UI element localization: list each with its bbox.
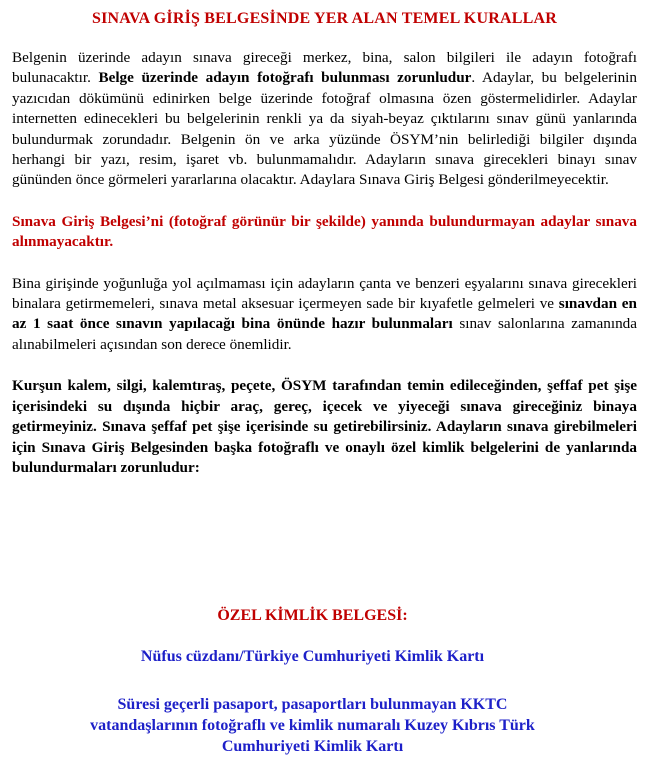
p1-text-c: . Adaylar, bu belgelerinin yazıcıdan dökümünü edinirken belge üzerinde fotoğraf olmasına özen göstermelidirler. Adaylar internetten edinecekleri bu belgelerinin renkli ya da siyah-beyaz çıktılarını sınav günü yanlarında bulundurmak zorundadır. Belgenin ön ve arka yüzünde ÖSYM’nin belirlediği bilgiler dışında herhangi bir yazı, resim, işaret vb. bulunmamalıdır. Adayların sınava girecekleri binayı sınav gününden önce görmeleri yararlarına olacaktır. Adaylara Sınava Giriş Belgesi gönderilmeyecektir. — [12, 69, 637, 189]
p3-text-a: Bina girişinde yoğunluğa yol açılmaması için adayların çanta ve benzeri eşyalarını sınava girecekleri binalara getirmemeleri, sınava metal aksesuar içermeyen sade bir kıyafetle gelmeleri ve — [12, 274, 637, 313]
p3-bold-arrival-time: sınavdan en az 1 saat önce sınavın yapılacağı bina önünde hazır bulunmaları — [12, 295, 637, 333]
paragraph-warning-entry-document: Sınava Giriş Belgesi’ni (fotoğraf görünür bir şekilde) yanında bulundurmayan adaylar sınava alınmayacaktır. — [12, 212, 637, 251]
p1-text-a: Belgenin üzerinde adayın sınava gireceği merkez, bina, salon bilgileri ile adayın fotoğrafı bulunacaktır. — [12, 49, 637, 87]
id-item-passport-kktc — [0, 694, 625, 757]
id-item-national-id: Nüfus cüzdanı/Türkiye Cumhuriyeti Kimlik Kartı — [140, 648, 485, 665]
document-title: SINAVA GİRİŞ BELGESİNDE YER ALAN TEMEL KURALLAR — [92, 10, 557, 27]
p3-text-c: sınav salonlarına zamanında alınabilmeleri açısından son derece önemlidir. — [12, 315, 638, 353]
paragraph-entry-document-info — [12, 48, 637, 191]
id-item-2-line-1: Süresi geçerli pasaport, pasaportları bulunmayan KKTC — [117, 696, 508, 713]
id-document-heading: ÖZEL KİMLİK BELGESİ: — [217, 607, 408, 624]
paragraph-allowed-items: Kurşun kalem, silgi, kalemtıraş, peçete, ÖSYM tarafından temin edileceğinden, şeffaf pet şişe içerisindeki su dışında hiçbir araç, gereç, içecek ve yiyeceği sınava gireceğiniz binaya getirmeyiniz. Sınava şeffaf pet şişe içerisinde su getirebilirsiniz. Adayların sınava girebilmeleri için Sınava Giriş Belgesinden başka fotoğraflı ve onaylı özel kimlik belgelerini de yanlarında bulundurmaları zorunludur: — [12, 377, 637, 476]
p1-bold-photo-required: Belge üzerinde adayın fotoğrafı bulunması zorunludur — [98, 69, 472, 87]
paragraph-building-entry — [12, 274, 637, 356]
id-item-2-line-2: vatandaşlarının fotoğraflı ve kimlik numaralı Kuzey Kıbrıs Türk — [90, 717, 535, 734]
id-item-2-line-3: Cumhuriyeti Kimlik Kartı — [221, 738, 404, 755]
document-page — [12, 10, 637, 478]
